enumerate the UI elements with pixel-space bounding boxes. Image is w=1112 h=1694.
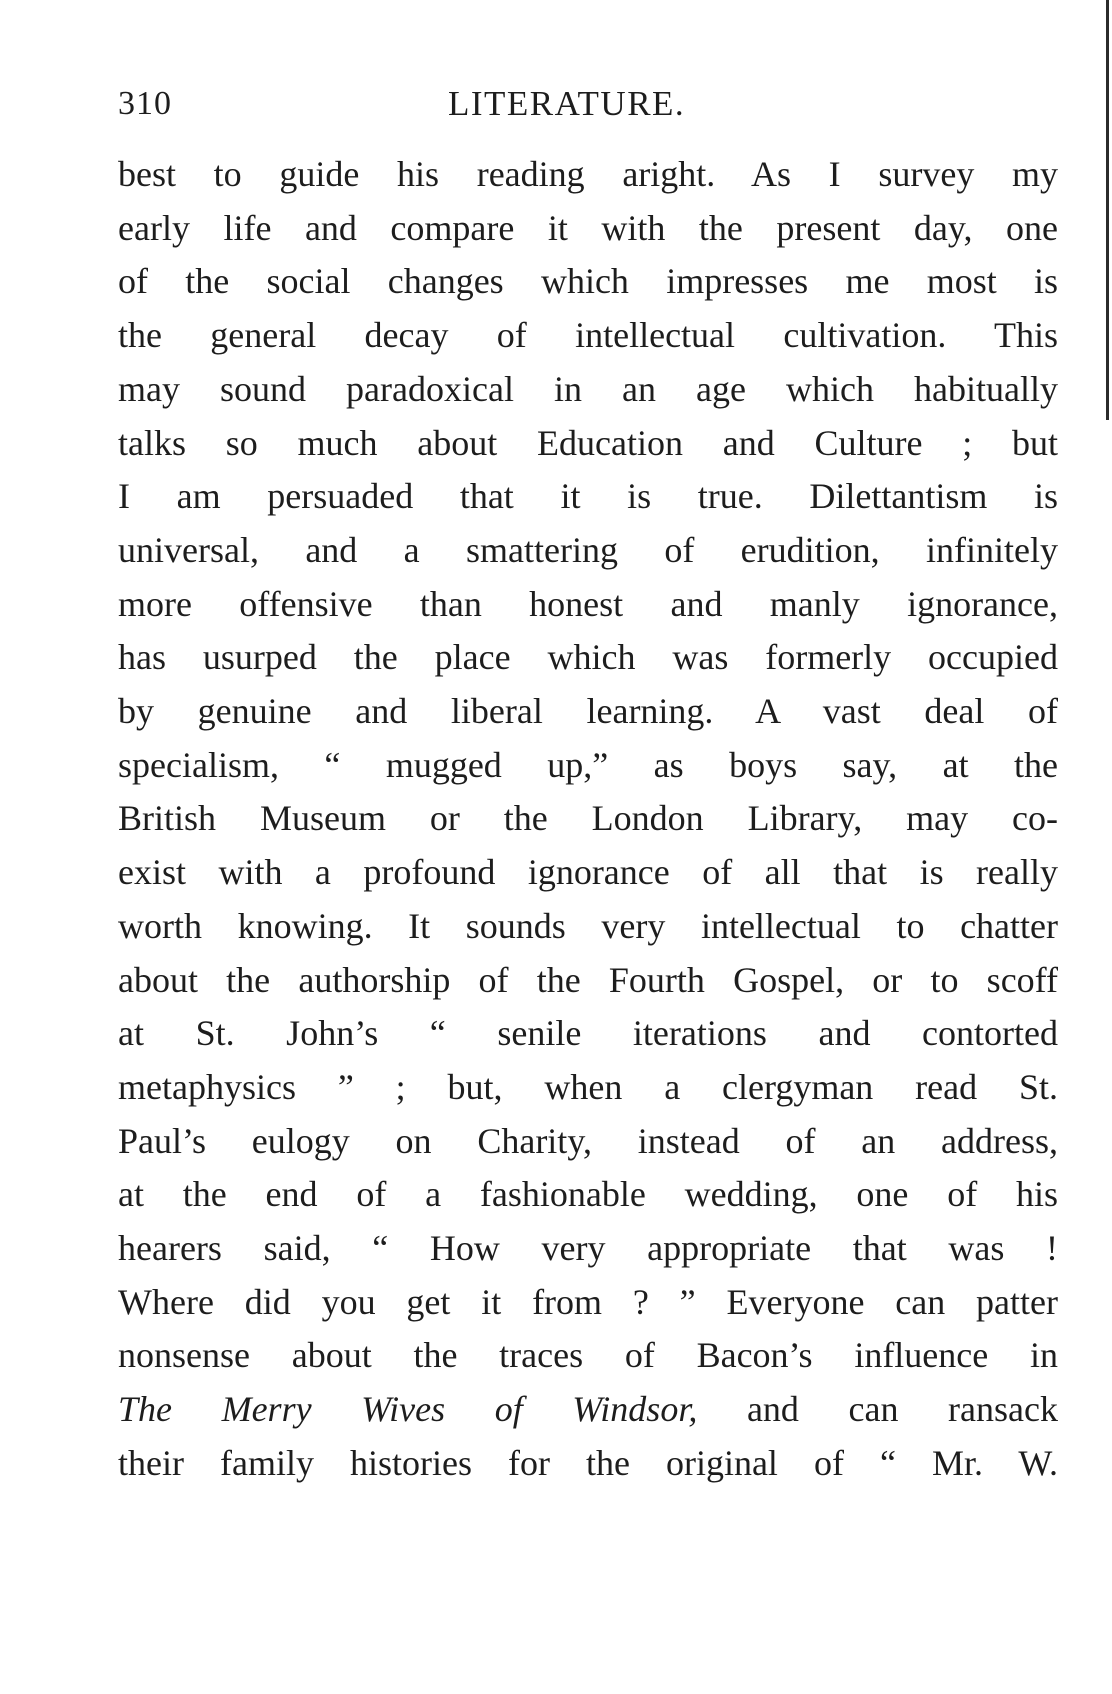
text-line-with-italic-title bbox=[118, 1380, 1058, 1438]
text-line: metaphysics ” ; but, when a clergyman read St. bbox=[118, 1066, 1058, 1107]
text-line: specialism, “ mugged up,” as boys say, at the bbox=[118, 744, 1058, 785]
text-line: has usurped the place which was formerly occupied bbox=[118, 637, 1058, 678]
text-line: at the end of a fashionable wedding, one of his bbox=[118, 1174, 1058, 1215]
page-edge-line bbox=[1106, 0, 1109, 420]
text-line: Where did you get it from ? ” Everyone can patter bbox=[118, 1281, 1058, 1322]
text-line: nonsense about the traces of Bacon’s influence in bbox=[118, 1335, 1058, 1376]
text-line: worth knowing. It sounds very intellectual to chatter bbox=[118, 905, 1058, 946]
text-line: of the social changes which impresses me most is bbox=[118, 261, 1058, 302]
text-span: and can ransack bbox=[746, 1389, 1058, 1430]
text-line: British Museum or the London Library, may co- bbox=[118, 798, 1058, 839]
text-line: early life and compare it with the present day, one bbox=[118, 207, 1058, 248]
text-line: universal, and a smattering of erudition, infinitely bbox=[118, 529, 1058, 570]
text-line: Paul’s eulogy on Charity, instead of an address, bbox=[118, 1120, 1058, 1161]
text-line: the general decay of intellectual cultivation. This bbox=[118, 315, 1058, 356]
text-line: about the authorship of the Fourth Gospel, or to scoff bbox=[118, 959, 1058, 1000]
text-line: exist with a profound ignorance of all that is really bbox=[118, 852, 1058, 893]
text-line: best to guide his reading aright. As I survey my bbox=[118, 154, 1058, 194]
text-line: I am persuaded that it is true. Dilettantism is bbox=[118, 476, 1058, 517]
text-line: their family histories for the original of “ Mr. W. bbox=[118, 1442, 1058, 1483]
text-line: talks so much about Education and Culture ; but bbox=[118, 422, 1058, 463]
text-line: more offensive than honest and manly ignorance, bbox=[118, 583, 1058, 624]
text-line: at St. John’s “ senile iterations and contorted bbox=[118, 1013, 1058, 1054]
page-number: 310 bbox=[118, 85, 172, 122]
text-line: by genuine and liberal learning. A vast deal of bbox=[118, 691, 1058, 731]
text-line: may sound paradoxical in an age which habitually bbox=[118, 368, 1058, 409]
page-header bbox=[118, 84, 988, 134]
running-head: LITERATURE. bbox=[448, 84, 686, 123]
text-line: hearers said, “ How very appropriate that was ! bbox=[118, 1228, 1058, 1268]
italic-book-title: The Merry Wives of Windsor, bbox=[118, 1389, 698, 1430]
